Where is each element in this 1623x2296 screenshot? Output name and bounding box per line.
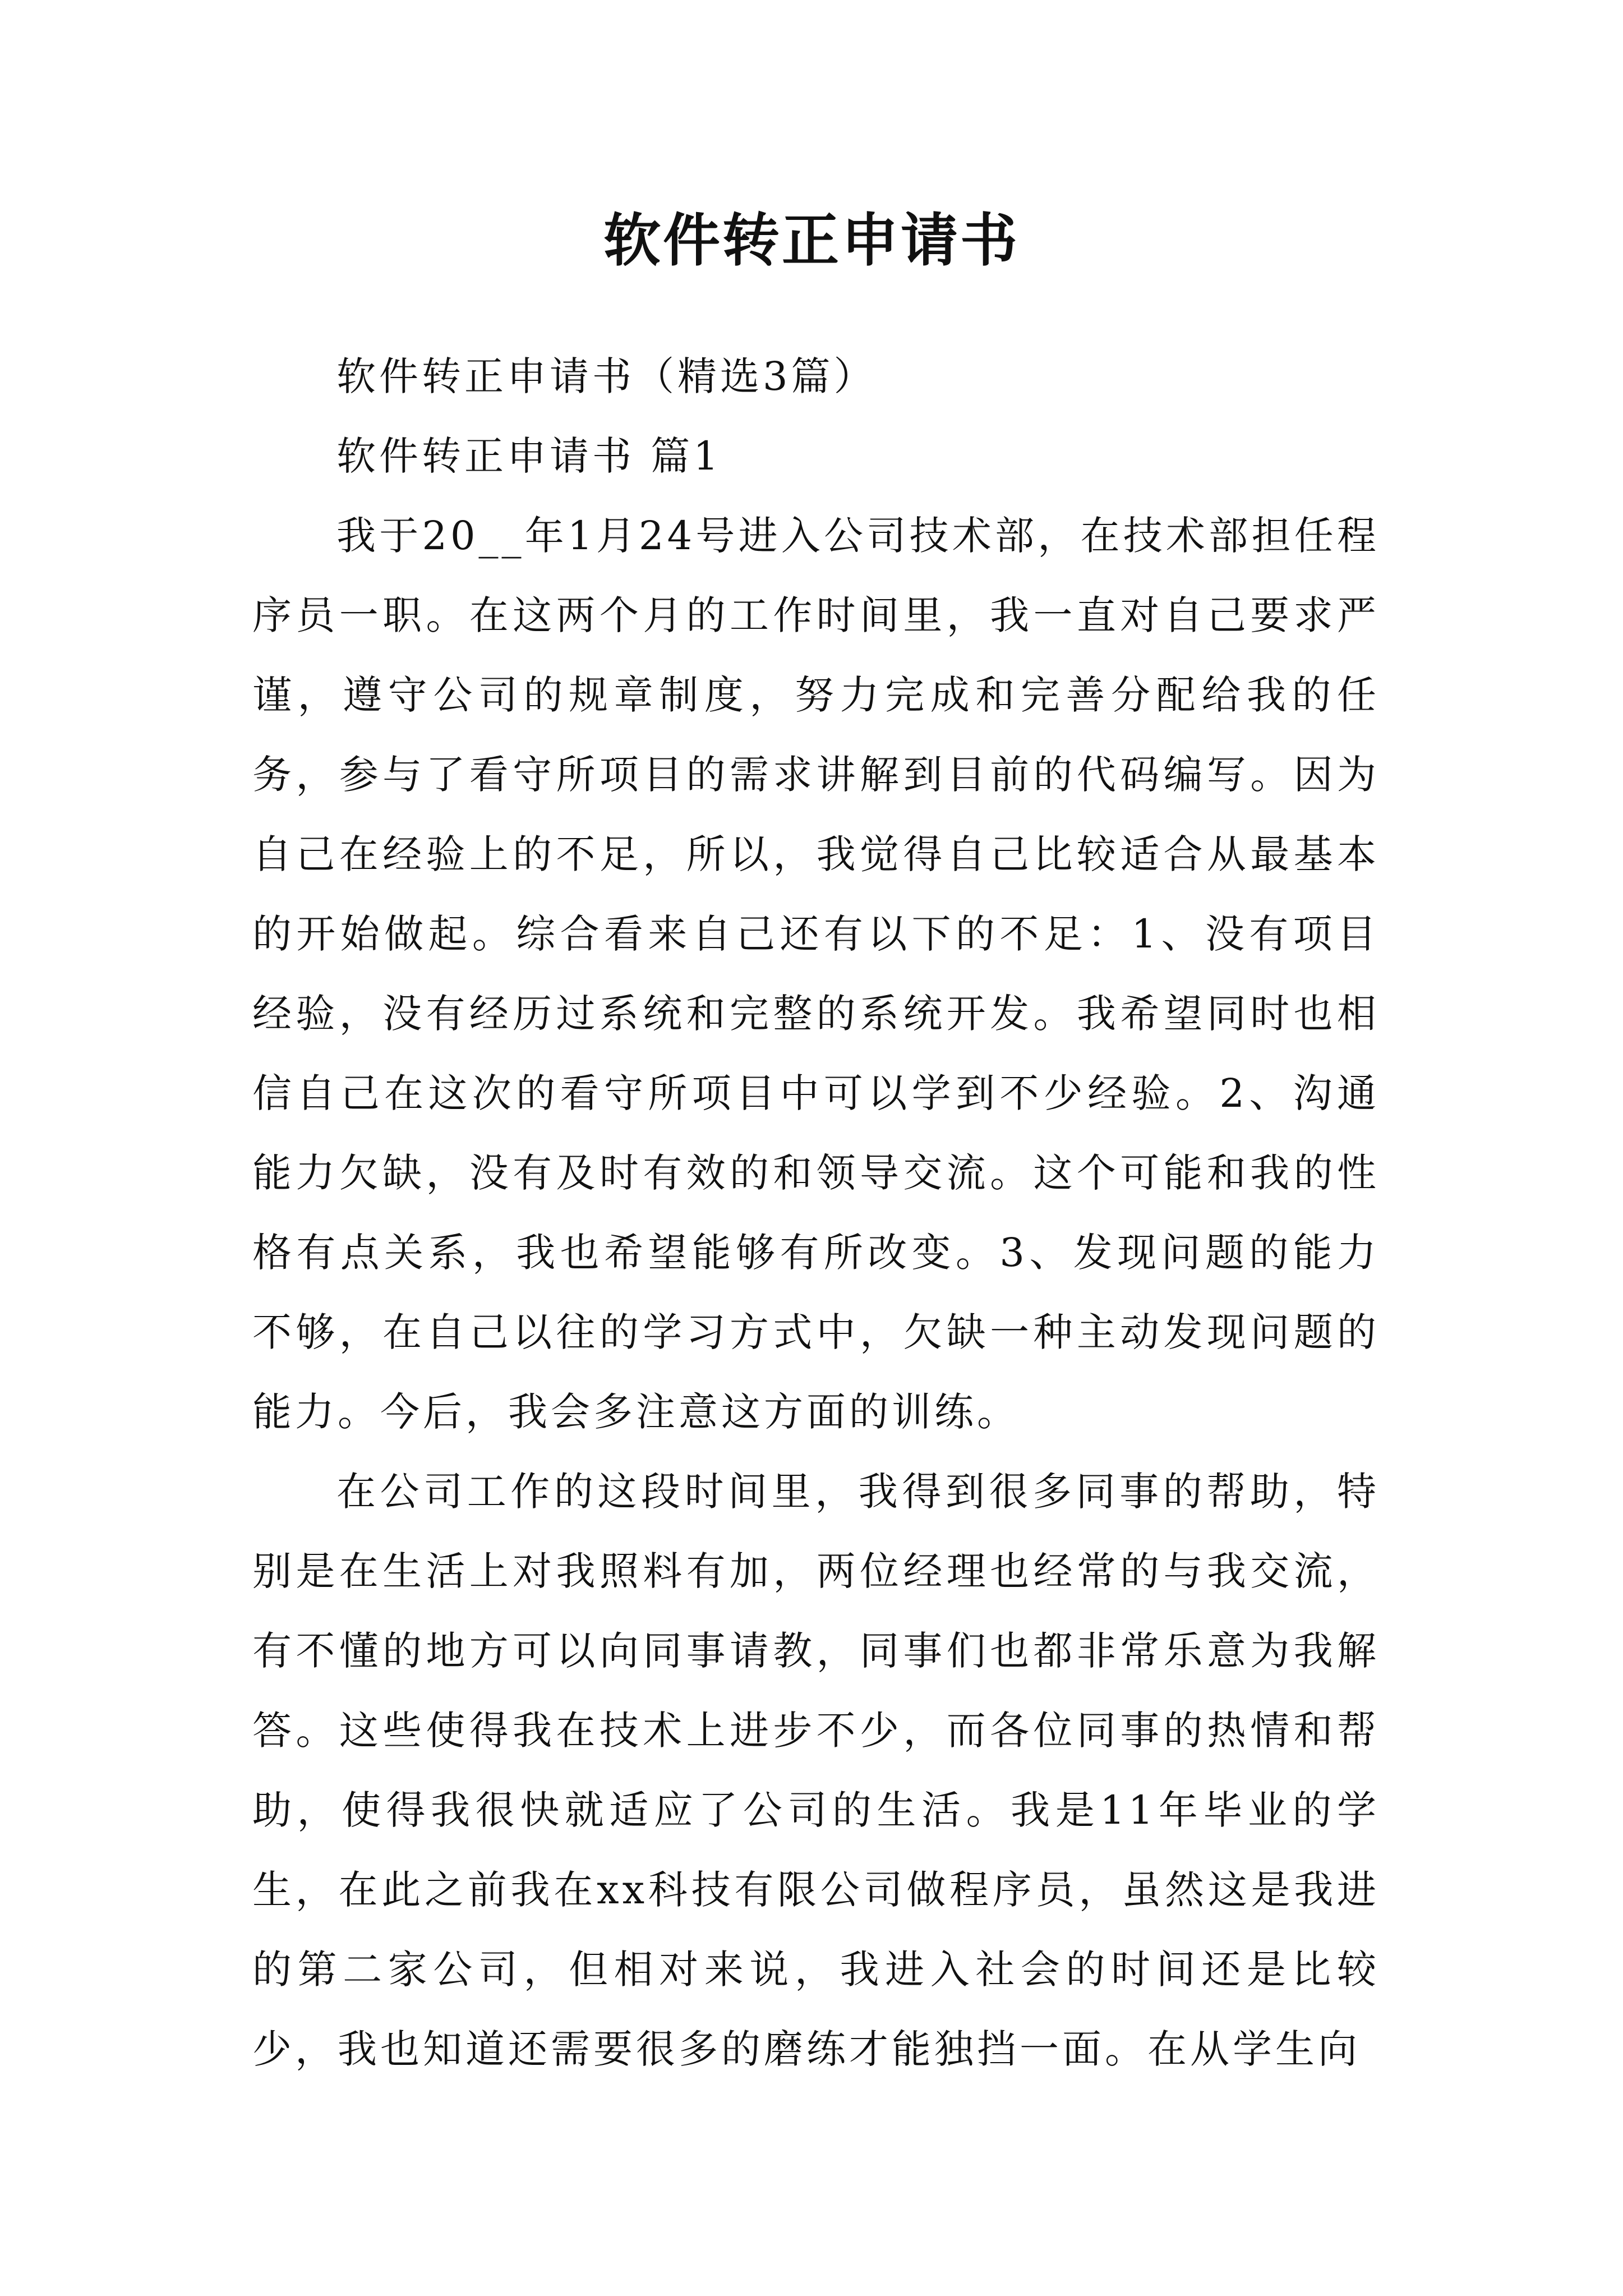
document-subtitle: 软件转正申请书（精选3篇） xyxy=(336,353,877,399)
body-paragraph: 在公司工作的这段时间里，我得到很多同事的帮助，特别是在生活上对我照料有加，两位经理也经常的与我交流，有不懂的地方可以向同事请教，同事们也都非常乐意为我解答。这些使得我在技术上进步不少，而各位同事的热情和帮助，使得我很快就适应了公司的生活。我是11年毕业的学生，在此之前我在xx科技有限公司做程序员，虽然这是我进的第二家公司，但相对来说，我进入社会的时间还是比较少，我也知道还需要很多的磨练才能独挡一面。在从学生向 xyxy=(252,1469,1380,2072)
document-title: 软件转正申请书 xyxy=(603,208,1020,274)
document-body xyxy=(252,337,1380,2089)
section-heading: 软件转正申请书 篇1 xyxy=(336,433,722,479)
body-paragraph: 我于20__年1月24号进入公司技术部，在技术部担任程序员一职。在这两个月的工作时间里，我一直对自己要求严谨，遵守公司的规章制度，努力完成和完善分配给我的任务，参与了看守所项目的需求讲解到目前的代码编写。因为自己在经验上的不足，所以，我觉得自己比较适合从最基本的开始做起。综合看来自己还有以下的不足：1、没有项目经验，没有经历过系统和完整的系统开发。我希望同时也相信自己在这次的看守所项目中可以学到不少经验。2、沟通能力欠缺，没有及时有效的和领导交流。这个可能和我的性格有点关系，我也希望能够有所改变。3、发现问题的能力不够，在自己以往的学习方式中，欠缺一种主动发现问题的能力。今后，我会多注意这方面的训练。 xyxy=(252,513,1380,1435)
